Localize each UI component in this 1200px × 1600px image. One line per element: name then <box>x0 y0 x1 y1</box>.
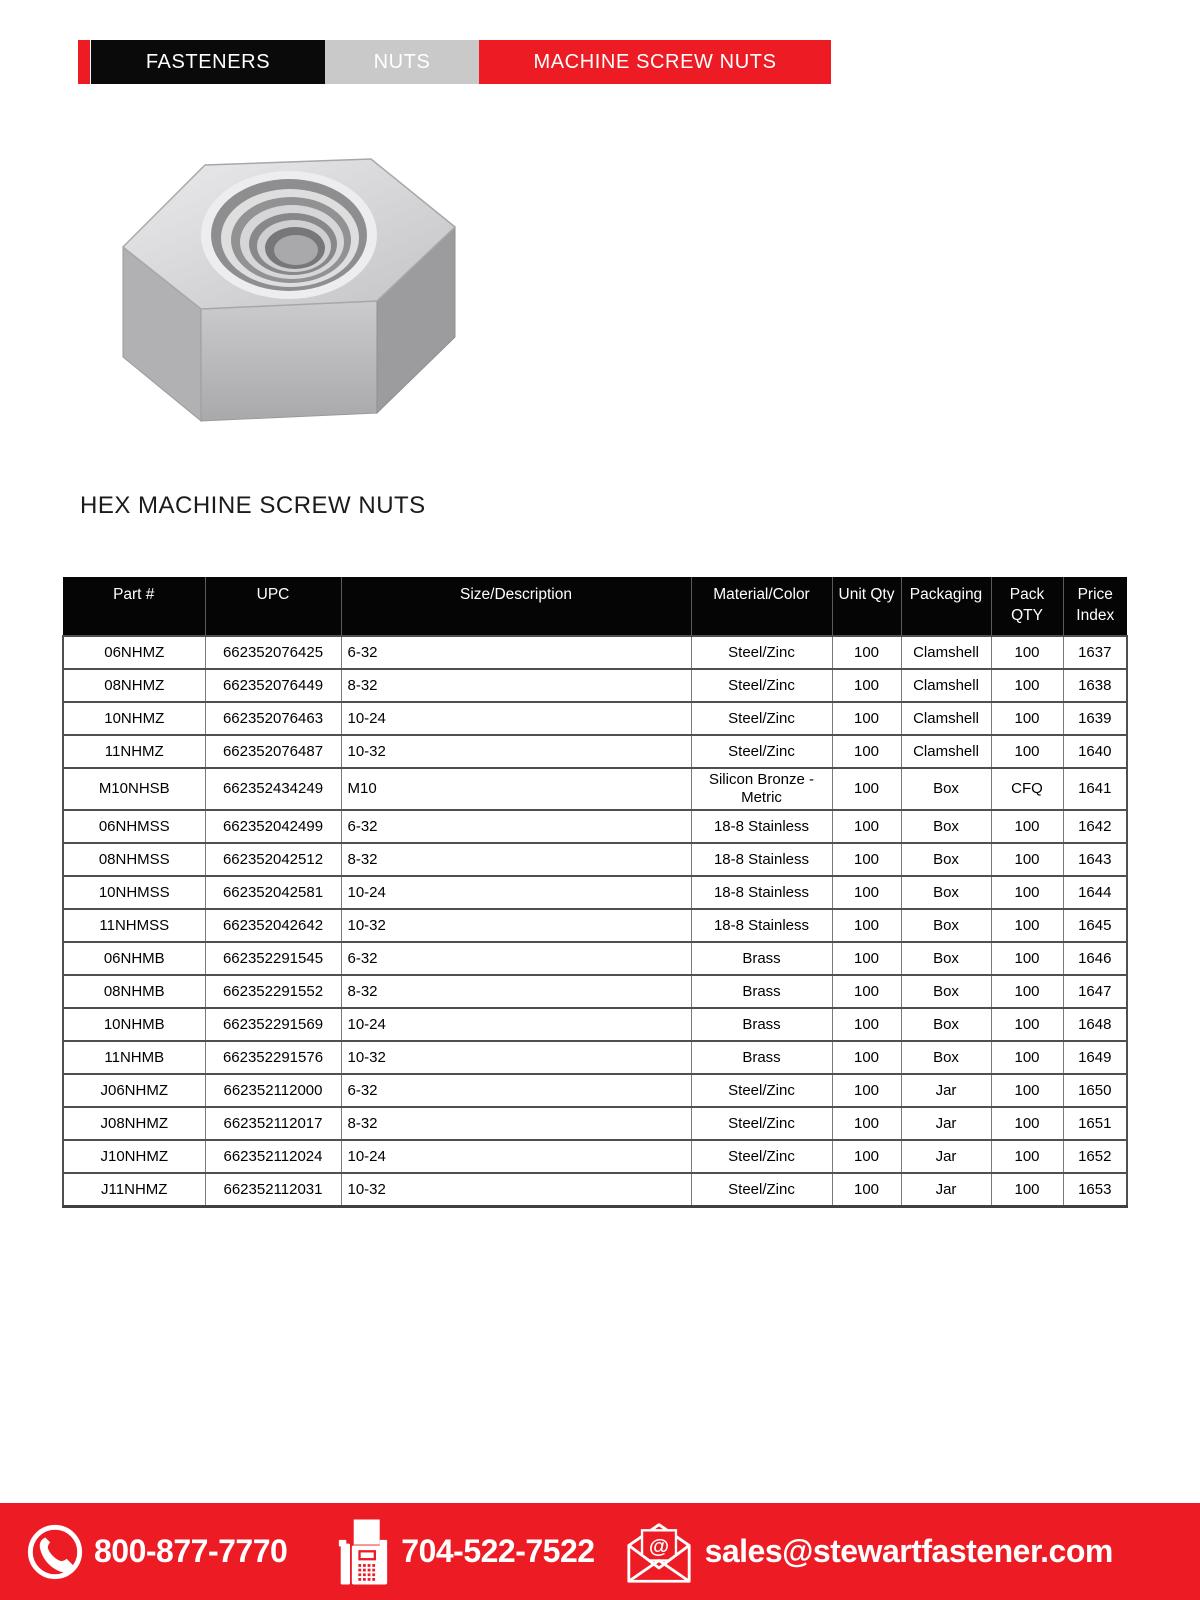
table-cell: 100 <box>832 975 901 1008</box>
table-cell: 100 <box>832 1140 901 1173</box>
table-cell: 100 <box>832 810 901 843</box>
table-cell: 18-8 Stainless <box>691 876 832 909</box>
table-cell: 8-32 <box>341 975 691 1008</box>
table-cell: 11NHMSS <box>63 909 205 942</box>
column-header-pack-qty: Pack QTY <box>991 577 1063 636</box>
table-row <box>63 942 1127 975</box>
table-cell: 662352291569 <box>205 1008 341 1041</box>
table-row <box>63 1173 1127 1207</box>
table-cell: 10NHMB <box>63 1008 205 1041</box>
table-cell: Box <box>901 810 991 843</box>
table-cell: 1649 <box>1063 1041 1127 1074</box>
fax-icon <box>337 1517 389 1587</box>
table-cell: Box <box>901 1041 991 1074</box>
table-cell: Jar <box>901 1074 991 1107</box>
table-cell: 100 <box>832 1008 901 1041</box>
table-cell: Steel/Zinc <box>691 1173 832 1207</box>
table-cell: 662352291552 <box>205 975 341 1008</box>
table-row <box>63 1140 1127 1173</box>
table-cell: Clamshell <box>901 669 991 702</box>
table-cell: 11NHMZ <box>63 735 205 768</box>
nav-accent-bar <box>78 40 90 84</box>
table-cell: 100 <box>991 1074 1063 1107</box>
table-cell: 6-32 <box>341 636 691 669</box>
table-cell: Box <box>901 909 991 942</box>
table-cell: 1639 <box>1063 702 1127 735</box>
table-cell: 100 <box>991 1008 1063 1041</box>
table-cell: Steel/Zinc <box>691 702 832 735</box>
table-cell: J10NHMZ <box>63 1140 205 1173</box>
table-cell: 1650 <box>1063 1074 1127 1107</box>
table-cell: 08NHMB <box>63 975 205 1008</box>
table-cell: 1638 <box>1063 669 1127 702</box>
table-cell: 662352042499 <box>205 810 341 843</box>
table-cell: 06NHMSS <box>63 810 205 843</box>
table-cell: 1645 <box>1063 909 1127 942</box>
table-cell: Steel/Zinc <box>691 1074 832 1107</box>
table-cell: 100 <box>991 702 1063 735</box>
table-cell: 662352112017 <box>205 1107 341 1140</box>
table-row <box>63 843 1127 876</box>
table-cell: 100 <box>991 1140 1063 1173</box>
table-cell: Brass <box>691 1041 832 1074</box>
table-cell: 662352042581 <box>205 876 341 909</box>
column-header-packaging: Packaging <box>901 577 991 636</box>
table-cell: 18-8 Stainless <box>691 909 832 942</box>
table-cell: Box <box>901 942 991 975</box>
table-cell: 06NHMZ <box>63 636 205 669</box>
table-cell: 10-32 <box>341 909 691 942</box>
table-header-row <box>63 577 1127 636</box>
table-cell: Jar <box>901 1173 991 1207</box>
table-cell: 1642 <box>1063 810 1127 843</box>
table-cell: 662352112031 <box>205 1173 341 1207</box>
table-cell: 08NHMZ <box>63 669 205 702</box>
table-cell: CFQ <box>991 768 1063 810</box>
table-cell: 10NHMZ <box>63 702 205 735</box>
table-cell: 6-32 <box>341 810 691 843</box>
table-row <box>63 1074 1127 1107</box>
table-cell: 10-24 <box>341 702 691 735</box>
table-cell: 8-32 <box>341 843 691 876</box>
table-cell: 100 <box>991 810 1063 843</box>
table-cell: 100 <box>991 909 1063 942</box>
table-cell: 100 <box>832 942 901 975</box>
table-cell: 1647 <box>1063 975 1127 1008</box>
table-cell: J11NHMZ <box>63 1173 205 1207</box>
table-cell: 100 <box>832 1107 901 1140</box>
table-cell: 100 <box>832 636 901 669</box>
table-cell: 100 <box>991 975 1063 1008</box>
nav-item-label: NUTS <box>373 50 431 73</box>
table-cell: 1644 <box>1063 876 1127 909</box>
table-row <box>63 975 1127 1008</box>
table-cell: 662352291576 <box>205 1041 341 1074</box>
nav-item-label: FASTENERS <box>145 50 271 73</box>
table-cell: 10-32 <box>341 1041 691 1074</box>
table-cell: 662352112000 <box>205 1074 341 1107</box>
table-cell: 1640 <box>1063 735 1127 768</box>
table-cell: Box <box>901 768 991 810</box>
table-cell: Steel/Zinc <box>691 636 832 669</box>
product-image-hex-nut <box>105 125 475 435</box>
table-cell: 18-8 Stainless <box>691 810 832 843</box>
table-cell: 10NHMSS <box>63 876 205 909</box>
table-cell: Clamshell <box>901 636 991 669</box>
table-cell: 100 <box>832 1041 901 1074</box>
table-cell: 662352076463 <box>205 702 341 735</box>
table-row <box>63 735 1127 768</box>
table-cell: 100 <box>832 843 901 876</box>
table-row <box>63 669 1127 702</box>
table-cell: 10-32 <box>341 735 691 768</box>
table-cell: 1641 <box>1063 768 1127 810</box>
table-cell: 1646 <box>1063 942 1127 975</box>
table-row <box>63 636 1127 669</box>
email-address[interactable]: sales@stewartfastener.com <box>704 1533 1113 1569</box>
table-cell: Brass <box>691 942 832 975</box>
table-cell: 100 <box>991 843 1063 876</box>
product-table <box>62 577 1128 1208</box>
hex-nut-illustration <box>105 125 475 435</box>
table-row <box>63 1107 1127 1140</box>
table-cell: Jar <box>901 1107 991 1140</box>
table-cell: 18-8 Stainless <box>691 843 832 876</box>
table-cell: 100 <box>832 1173 901 1207</box>
email-icon <box>623 1519 695 1585</box>
page-title: HEX MACHINE SCREW NUTS <box>80 492 426 519</box>
table-cell: M10NHSB <box>63 768 205 810</box>
table-row <box>63 810 1127 843</box>
table-row <box>63 1008 1127 1041</box>
table-cell: 662352042642 <box>205 909 341 942</box>
table-cell: 662352076425 <box>205 636 341 669</box>
table-row <box>63 876 1127 909</box>
table-cell: Box <box>901 975 991 1008</box>
table-cell: 100 <box>991 669 1063 702</box>
table-cell: Brass <box>691 1008 832 1041</box>
table-cell: 100 <box>991 1173 1063 1207</box>
table-cell: Steel/Zinc <box>691 1140 832 1173</box>
column-header-unit-qty: Unit Qty <box>832 577 901 636</box>
fax-number: 704-522-7522 <box>401 1533 595 1569</box>
table-cell: 100 <box>832 702 901 735</box>
nav-item-machine-screw-nuts[interactable] <box>479 40 831 84</box>
table-cell: J06NHMZ <box>63 1074 205 1107</box>
table-cell: 662352042512 <box>205 843 341 876</box>
column-header-material-color: Material/Color <box>691 577 832 636</box>
table-cell: 8-32 <box>341 669 691 702</box>
svg-text:@: @ <box>648 1534 669 1558</box>
table-cell: Clamshell <box>901 735 991 768</box>
table-row <box>63 768 1127 810</box>
table-cell: 11NHMB <box>63 1041 205 1074</box>
column-header-price-index: Price Index <box>1063 577 1127 636</box>
table-cell: 662352076449 <box>205 669 341 702</box>
table-cell: 100 <box>832 768 901 810</box>
table-cell: Silicon Bronze - Metric <box>691 768 832 810</box>
column-header-size-description: Size/Description <box>341 577 691 636</box>
table-cell: 1643 <box>1063 843 1127 876</box>
column-header-part: Part # <box>63 577 205 636</box>
table-cell: Box <box>901 843 991 876</box>
table-cell: 1651 <box>1063 1107 1127 1140</box>
table-cell: 1648 <box>1063 1008 1127 1041</box>
table-cell: Steel/Zinc <box>691 669 832 702</box>
table-cell: Box <box>901 1008 991 1041</box>
table-cell: 6-32 <box>341 942 691 975</box>
table-cell: 100 <box>991 735 1063 768</box>
table-cell: 1652 <box>1063 1140 1127 1173</box>
table-cell: Steel/Zinc <box>691 1107 832 1140</box>
table-cell: 662352076487 <box>205 735 341 768</box>
table-cell: M10 <box>341 768 691 810</box>
nav-item-fasteners[interactable] <box>91 40 325 84</box>
table-row <box>63 909 1127 942</box>
table-cell: 1653 <box>1063 1173 1127 1207</box>
table-cell: 662352112024 <box>205 1140 341 1173</box>
table-cell: 100 <box>832 909 901 942</box>
table-cell: 100 <box>832 735 901 768</box>
table-cell: 08NHMSS <box>63 843 205 876</box>
table-cell: Box <box>901 876 991 909</box>
table-cell: 10-32 <box>341 1173 691 1207</box>
table-cell: 10-24 <box>341 1008 691 1041</box>
table-cell: J08NHMZ <box>63 1107 205 1140</box>
table-cell: 100 <box>991 1041 1063 1074</box>
table-cell: 10-24 <box>341 1140 691 1173</box>
phone-icon <box>26 1523 84 1581</box>
table-cell: 1637 <box>1063 636 1127 669</box>
table-cell: 100 <box>991 942 1063 975</box>
table-cell: 100 <box>991 1107 1063 1140</box>
table-cell: 100 <box>832 876 901 909</box>
table-cell: 100 <box>832 1074 901 1107</box>
table-row <box>63 702 1127 735</box>
table-cell: 662352434249 <box>205 768 341 810</box>
table-cell: 6-32 <box>341 1074 691 1107</box>
table-cell: Steel/Zinc <box>691 735 832 768</box>
table-cell: 100 <box>832 669 901 702</box>
table-cell: 100 <box>991 636 1063 669</box>
nav-item-label: MACHINE SCREW NUTS <box>533 50 777 73</box>
table-cell: 662352291545 <box>205 942 341 975</box>
table-cell: Brass <box>691 975 832 1008</box>
table-row <box>63 1041 1127 1074</box>
footer-contact-bar <box>0 1503 1200 1600</box>
phone-number[interactable]: 800-877-7770 <box>94 1533 288 1569</box>
column-header-upc: UPC <box>205 577 341 636</box>
table-cell: 10-24 <box>341 876 691 909</box>
table-cell: 8-32 <box>341 1107 691 1140</box>
table-cell: 06NHMB <box>63 942 205 975</box>
breadcrumb <box>78 40 831 84</box>
table-cell: 100 <box>991 876 1063 909</box>
table-cell: Clamshell <box>901 702 991 735</box>
table-cell: Jar <box>901 1140 991 1173</box>
nav-item-nuts[interactable] <box>325 40 479 84</box>
